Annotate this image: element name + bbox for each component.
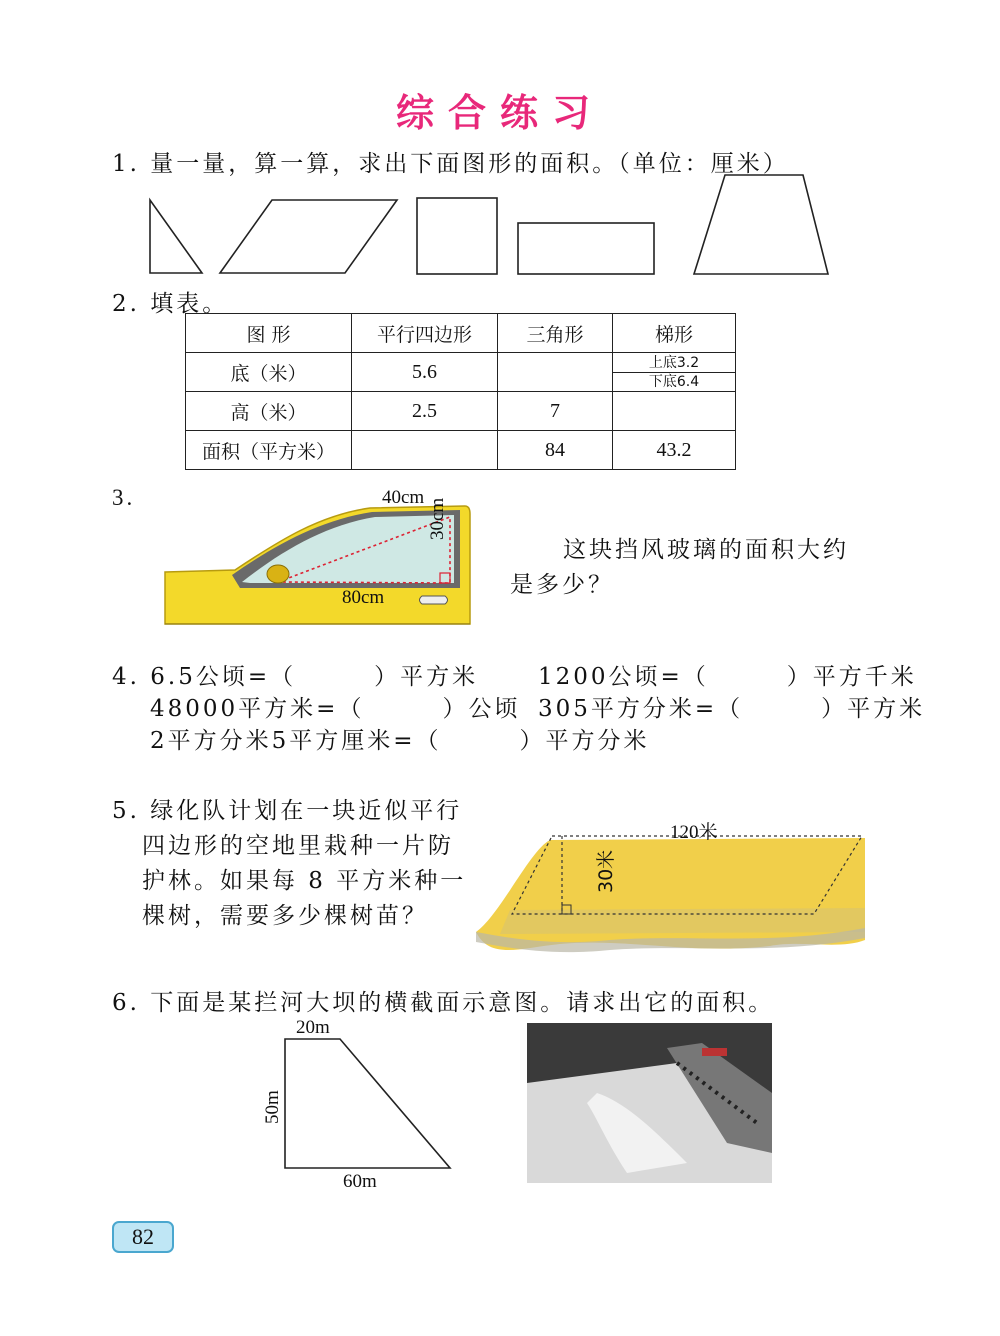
question-5-line1: 5. 绿化队计划在一块近似平行 (112, 798, 463, 824)
dam-crane (702, 1048, 727, 1056)
table-header-cell: 平行四边形 (352, 314, 498, 353)
table-cell: 5.6 (352, 353, 498, 392)
table-cell: 84 (498, 431, 613, 470)
row-label: 高（米） (186, 392, 352, 431)
lower-base-value: 下底6.4 (648, 373, 700, 390)
dam-photo (527, 1023, 772, 1183)
table-cell: 7 (498, 392, 613, 431)
row-label: 底（米） (186, 353, 352, 392)
page-number: 82 (112, 1221, 174, 1253)
table-cell: 2.5 (352, 392, 498, 431)
question-5-line4: 棵树，需要多少棵树苗？ (142, 903, 428, 929)
upper-base-value: 上底3.2 (613, 354, 735, 373)
trapezoid-dam-shape (285, 1039, 450, 1168)
question-4-line1a: 4. 6.5公顷=（ ）平方米 (112, 664, 479, 690)
dam-side-label: 50m (262, 1090, 283, 1124)
question-3-text-line2: 是多少？ (510, 572, 614, 598)
question-4-line3: 2平方分米5平方厘米=（ ）平方分米 (150, 728, 650, 754)
dam-bottom-label: 60m (343, 1171, 377, 1192)
window-bottom-label: 80cm (342, 587, 385, 608)
question-2-text: 2. 填表。 (112, 291, 229, 317)
window-top-label: 40cm (382, 487, 425, 508)
field-top-label: 120米 (670, 822, 718, 843)
question-3-text-line1: 这块挡风玻璃的面积大约 (563, 537, 849, 563)
field-side-label: 30米 (595, 849, 617, 893)
question-1-text: 1. 量一量，算一算，求出下面图形的面积。（单位：厘米） (112, 151, 789, 177)
question-5-line3: 护林。如果每 8 平方米种一 (142, 868, 467, 894)
question-6-text: 6. 下面是某拦河大坝的横截面示意图。请求出它的面积。 (112, 990, 775, 1016)
row-label: 面积（平方米） (186, 431, 352, 470)
question-5-line2: 四边形的空地里栽种一片防 (142, 833, 454, 859)
question-4-line2a: 48000平方米=（ ）公顷 (150, 696, 521, 722)
question-3-number: 3. (112, 485, 136, 510)
table-header-cell: 图 形 (186, 314, 352, 353)
table-header-cell: 三角形 (498, 314, 613, 353)
table-header-cell: 梯形 (613, 314, 736, 353)
question-4-line2b: 305平方分米=（ ）平方米 (538, 696, 926, 722)
question-4-line1b: 1200公顷=（ ）平方千米 (538, 664, 917, 690)
page-title: 综合练习 (395, 91, 604, 135)
dam-top-label: 20m (296, 1017, 330, 1038)
window-side-label: 30cm (427, 497, 448, 540)
table-cell: 43.2 (613, 431, 736, 470)
